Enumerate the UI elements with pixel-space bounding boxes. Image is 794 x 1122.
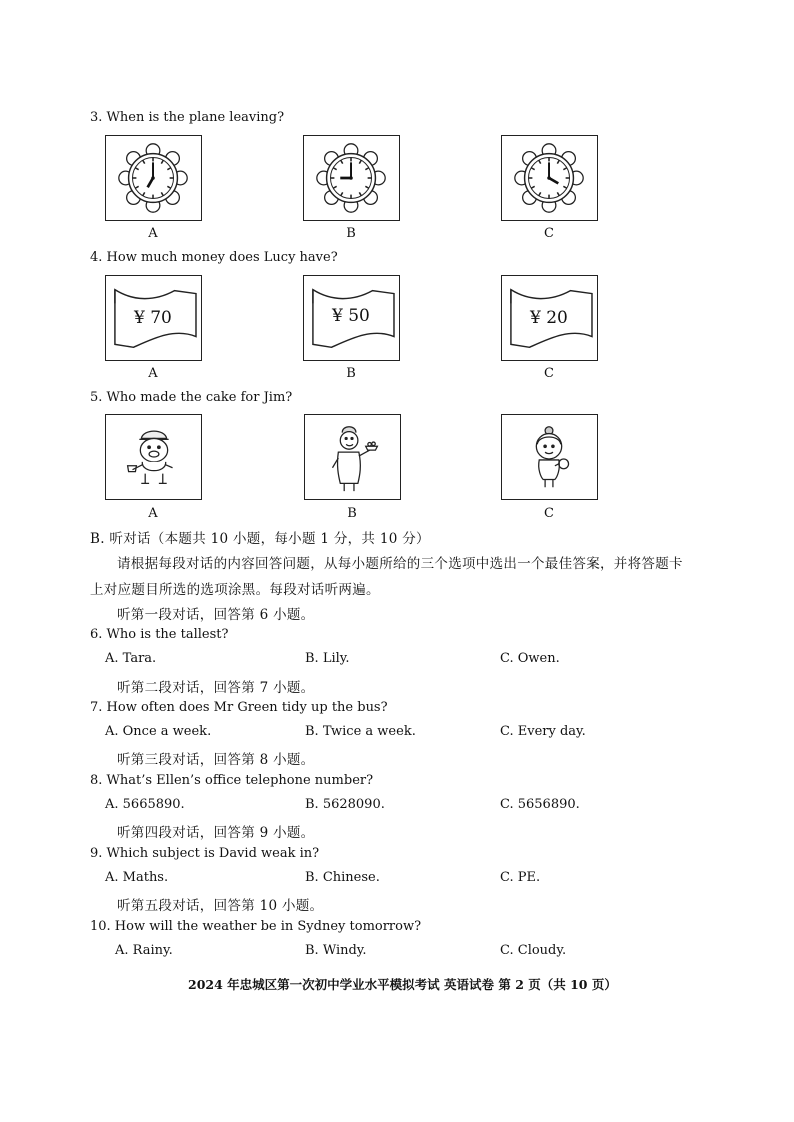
clock-icon: [106, 136, 201, 220]
option-c-label: C: [544, 506, 554, 521]
option-c-banknote-picture: [501, 275, 598, 361]
option-a-label: A: [148, 366, 158, 381]
option-a-clock-picture: [105, 135, 202, 221]
money-amount: ¥ 50: [332, 306, 370, 326]
question-4: 4. How much money does Lucy have?: [90, 250, 338, 265]
option-b: B. Windy.: [305, 943, 367, 958]
option-a-label: A: [148, 226, 158, 241]
girl-with-cake-icon: [502, 415, 597, 499]
option-a: A. Tara.: [105, 651, 157, 666]
option-c-person-picture: [501, 414, 598, 500]
option-a: A. Rainy.: [115, 943, 173, 958]
option-b-label: B: [346, 226, 356, 241]
option-c-clock-picture: [501, 135, 598, 221]
option-b-label: B: [347, 506, 357, 521]
option-b-clock-picture: [303, 135, 400, 221]
section-b-heading: B. 听对话（本题共 10 小题，每小题 1 分，共 10 分）: [90, 531, 430, 547]
man-with-cake-icon: [305, 415, 400, 499]
option-b: B. Lily.: [305, 651, 350, 666]
option-a-banknote-picture: [105, 275, 202, 361]
option-c-label: C: [544, 366, 554, 381]
money-amount: ¥ 20: [530, 308, 568, 328]
option-c: C. PE.: [500, 870, 541, 885]
option-a-label: A: [148, 506, 158, 521]
question-6: 6. Who is the tallest?: [90, 627, 229, 642]
option-a: A. 5665890.: [105, 797, 185, 812]
question-5: 5. Who made the cake for Jim?: [90, 390, 293, 405]
question-7: 7. How often does Mr Green tidy up the bus?: [90, 700, 388, 715]
option-c: C. Cloudy.: [500, 943, 567, 958]
clock-icon: [502, 136, 597, 220]
boy-with-cake-icon: [106, 415, 201, 499]
option-a: A. Maths.: [105, 870, 169, 885]
option-a-person-picture: [105, 414, 202, 500]
section-b-instruction-line-2: 上对应题目所选的选项涂黑。每段对话听两遍。: [90, 582, 380, 598]
option-c: C. Every day.: [500, 724, 586, 739]
page-footer: 2024 年忠城区第一次初中学业水平模拟考试 英语试卷 第 2 页（共 10 页）: [188, 977, 617, 992]
dialogue-intro: 听第三段对话，回答第 8 小题。: [117, 752, 315, 768]
question-9: 9. Which subject is David weak in?: [90, 846, 320, 861]
dialogue-intro: 听第四段对话，回答第 9 小题。: [117, 825, 315, 841]
clock-icon: [304, 136, 399, 220]
option-b: B. 5628090.: [305, 797, 385, 812]
option-c: C. Owen.: [500, 651, 560, 666]
dialogue-intro: 听第五段对话，回答第 10 小题。: [117, 898, 324, 914]
option-b-label: B: [346, 366, 356, 381]
option-b: B. Twice a week.: [305, 724, 416, 739]
option-c: C. 5656890.: [500, 797, 580, 812]
dialogue-intro: 听第一段对话，回答第 6 小题。: [117, 607, 315, 623]
money-amount: ¥ 70: [134, 308, 172, 328]
option-b-banknote-picture: [303, 275, 400, 361]
section-b-instruction-line-1: 请根据每段对话的内容回答问题，从每小题所给的三个选项中选出一个最佳答案，并将答题卡: [117, 556, 683, 572]
option-b-person-picture: [304, 414, 401, 500]
question-8: 8. What’s Ellen’s office telephone number?: [90, 773, 374, 788]
dialogue-intro: 听第二段对话，回答第 7 小题。: [117, 680, 315, 696]
option-c-label: C: [544, 226, 554, 241]
question-10: 10. How will the weather be in Sydney tomorrow?: [90, 919, 422, 934]
question-3: 3. When is the plane leaving?: [90, 110, 285, 125]
option-a: A. Once a week.: [105, 724, 212, 739]
option-b: B. Chinese.: [305, 870, 380, 885]
